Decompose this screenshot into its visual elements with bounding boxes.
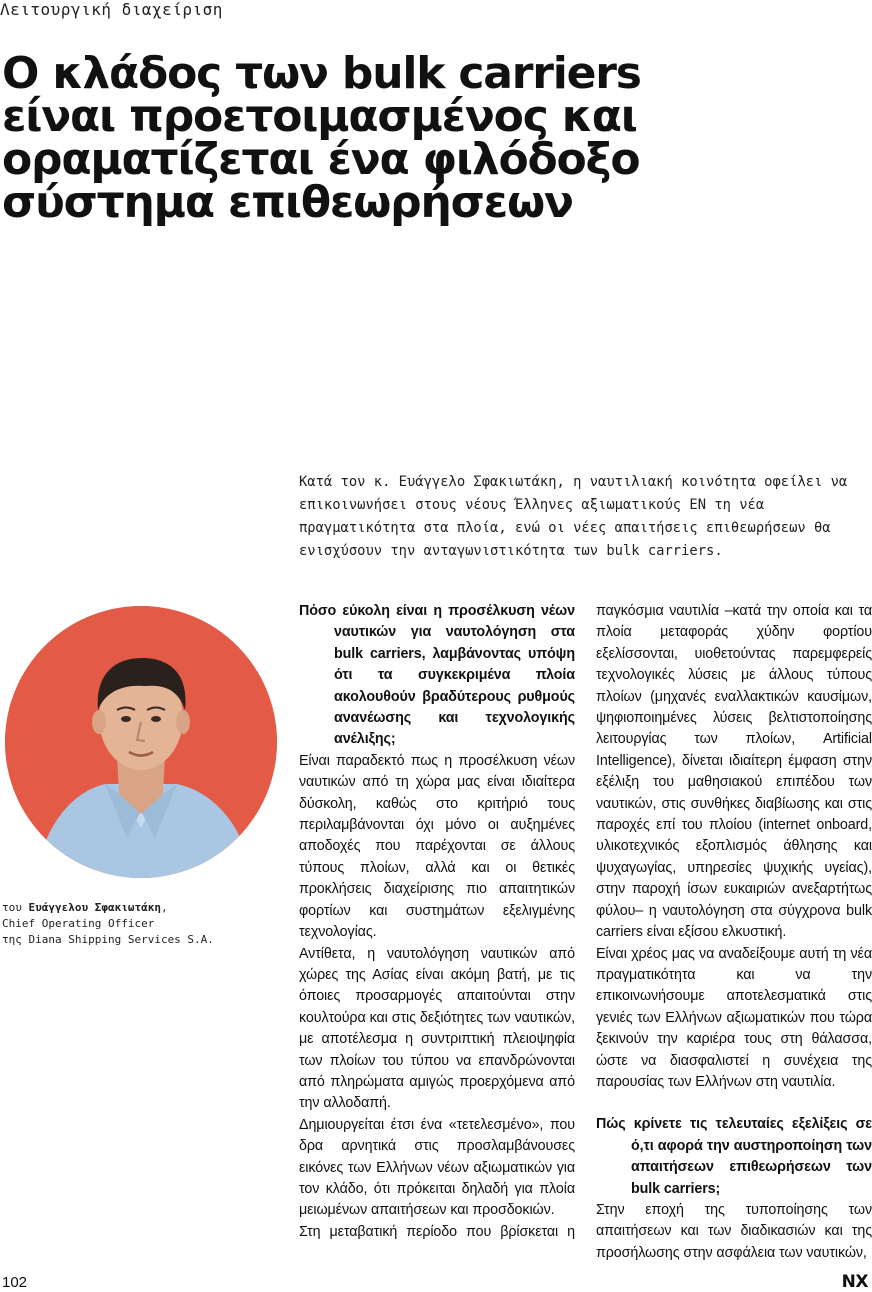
answer-paragraph: Είναι παραδεκτό πως η προσέλκυση νέων ναυτικών από τη χώρα μας είναι ιδιαίτερα δύσκολη, καθώς στο κριτήριό τους περιλαμβάνονται όχι μόνο οι αυξημένες αποδοχές που παρέχονται σε άλλους τύπους πλοίων, αλλά και οι θετικές προκλήσεις διαχείρισης πιο απαιτητικών φορτίων και συστημάτων εξελιγμένης τεχνολογίας. (299, 752, 575, 941)
answer-paragraph: Δημιουργείται έτσι ένα «τετελεσμένο», που δρα αρνητικά στις προσλαμβάνουσες εικόνες των Ελλήνων νέων αξιωματικών για τον κλάδο, ότι πρόκειται δηλαδή για πλοία μειωμένων απαιτήσεων και προσδοκιών. (299, 1116, 575, 1219)
magazine-logo: NX (841, 1272, 868, 1292)
author-company: της Diana Shipping Services S.A. (2, 933, 214, 946)
article-lede: Κατά τον κ. Ευάγγελο Σφακιωτάκη, η ναυτιλιακή κοινότητα οφείλει να επικοινωνήσει στους νέους Έλληνες αξιωματικούς ΕΝ τη νέα πραγματικότητα στα πλοία, ενώ οι νέες απαιτήσεις επιθεωρήσεων θα ενισχύσουν την ανταγωνιστικότητα των bulk carriers. (299, 474, 848, 559)
author-portrait (5, 606, 277, 878)
byline-comma: , (160, 901, 168, 914)
headline-line: οραματίζεται ένα φιλόδοξο (2, 134, 640, 185)
headline-line: είναι προετοιμασμένος και (2, 91, 637, 142)
interview-question: Πόσο εύκολη είναι η προσέλκυση νέων ναυτικών για ναυτολόγηση στα bulk carriers, λαμβάνοντας υπόψη ότι τα συγκεκριμένα πλοία ακολουθούν βραδύτερους ρυθμούς ανανέωσης και τεχνολογικής ανέλιξης; (299, 603, 575, 748)
byline-prefix: του (2, 901, 22, 914)
interview-question: Πώς κρίνετε τις τελευταίες εξελίξεις σε ό,τι αφορά την αυστηροποίηση των απαιτήσεων επιθεωρήσεων των bulk carriers; (596, 1116, 872, 1197)
article-headline (2, 48, 802, 228)
article-column-2 (596, 601, 872, 1264)
section-label: Λειτουργική διαχείριση (0, 0, 223, 19)
headline-line: σύστημα επιθεωρήσεων (2, 177, 573, 228)
author-byline (2, 900, 282, 948)
answer-paragraph: Στη μεταβατική περίοδο που βρίσκεται η (299, 1223, 575, 1240)
answer-paragraph: Είναι χρέος μας να αναδείξουμε αυτή τη νέα πραγματικότητα και να την επικοινωνήσουμε αποτελεσματικά στις γενιές των Ελλήνων αξιωματικών που τώρα ξεκινούν την καριέρα τους στη θάλασσα, ώστε να διασφαλιστεί η συνέχεια της παρουσίας των Ελλήνων στη ναυτιλία. (596, 945, 872, 1090)
author-name: Ευάγγελου Σφακιωτάκη (28, 901, 161, 914)
portrait-illustration (5, 606, 277, 878)
answer-paragraph: Στην εποχή της τυποποίησης των απαιτήσεων και των διαδικασιών και της προσήλωσης στην ασφάλεια των ναυτικών, (596, 1201, 872, 1261)
article-column-1 (299, 601, 575, 1243)
answer-paragraph: Αντίθετα, η ναυτολόγηση ναυτικών από χώρες της Ασίας είναι ακόμη βατή, με τις όποιες προσαρμογές απαιτούνται στην κουλτούρα και στις δεξιότητες των ναυτικών, με αποτέλεσμα η συντριπτική πλειοψηφία των πλοίων του τύπου να επανδρώνονται από πληρώματα αμιγώς προερχόμενα από την αλλοδαπή. (299, 945, 575, 1112)
answer-paragraph-continued: παγκόσμια ναυτιλία –κατά την οποία και τα πλοία μεταφοράς χύδην φορτίου εξελίσσονται, υιοθετούντας παρεμφερείς τεχνολογικές λύσεις με άλλους τύπους πλοίων (μηχανές εναλλακτικών καυσίμων, ψηφιοποιημένες λύσεις βελτιστοποίησης λειτουργίας των πλοίων, Artificial Intelligence), δίνεται ιδιαίτερη έμφαση στην εξέλιξη του μαθησιακού επιπέδου των ναυτικών, στις συνθήκες διαβίωσης και στις παροχές επί του πλοίου (internet onboard, υλικοτεχνικός εξοπλισμός άθλησης και ψυχαγωγίας, υπηρεσίες ψυχικής υγείας), στην παροχή ίσων ευκαιριών ανεξαρτήτως φύλου– η ναυτολόγηση στα σύγχρονα bulk carriers είναι εξίσου ελκυστική. (596, 603, 872, 941)
page-number: 102 (2, 1274, 28, 1291)
author-role: Chief Operating Officer (2, 917, 155, 930)
headline-line: Ο κλάδος των bulk carriers (2, 48, 641, 99)
byline-name-line (2, 900, 282, 916)
